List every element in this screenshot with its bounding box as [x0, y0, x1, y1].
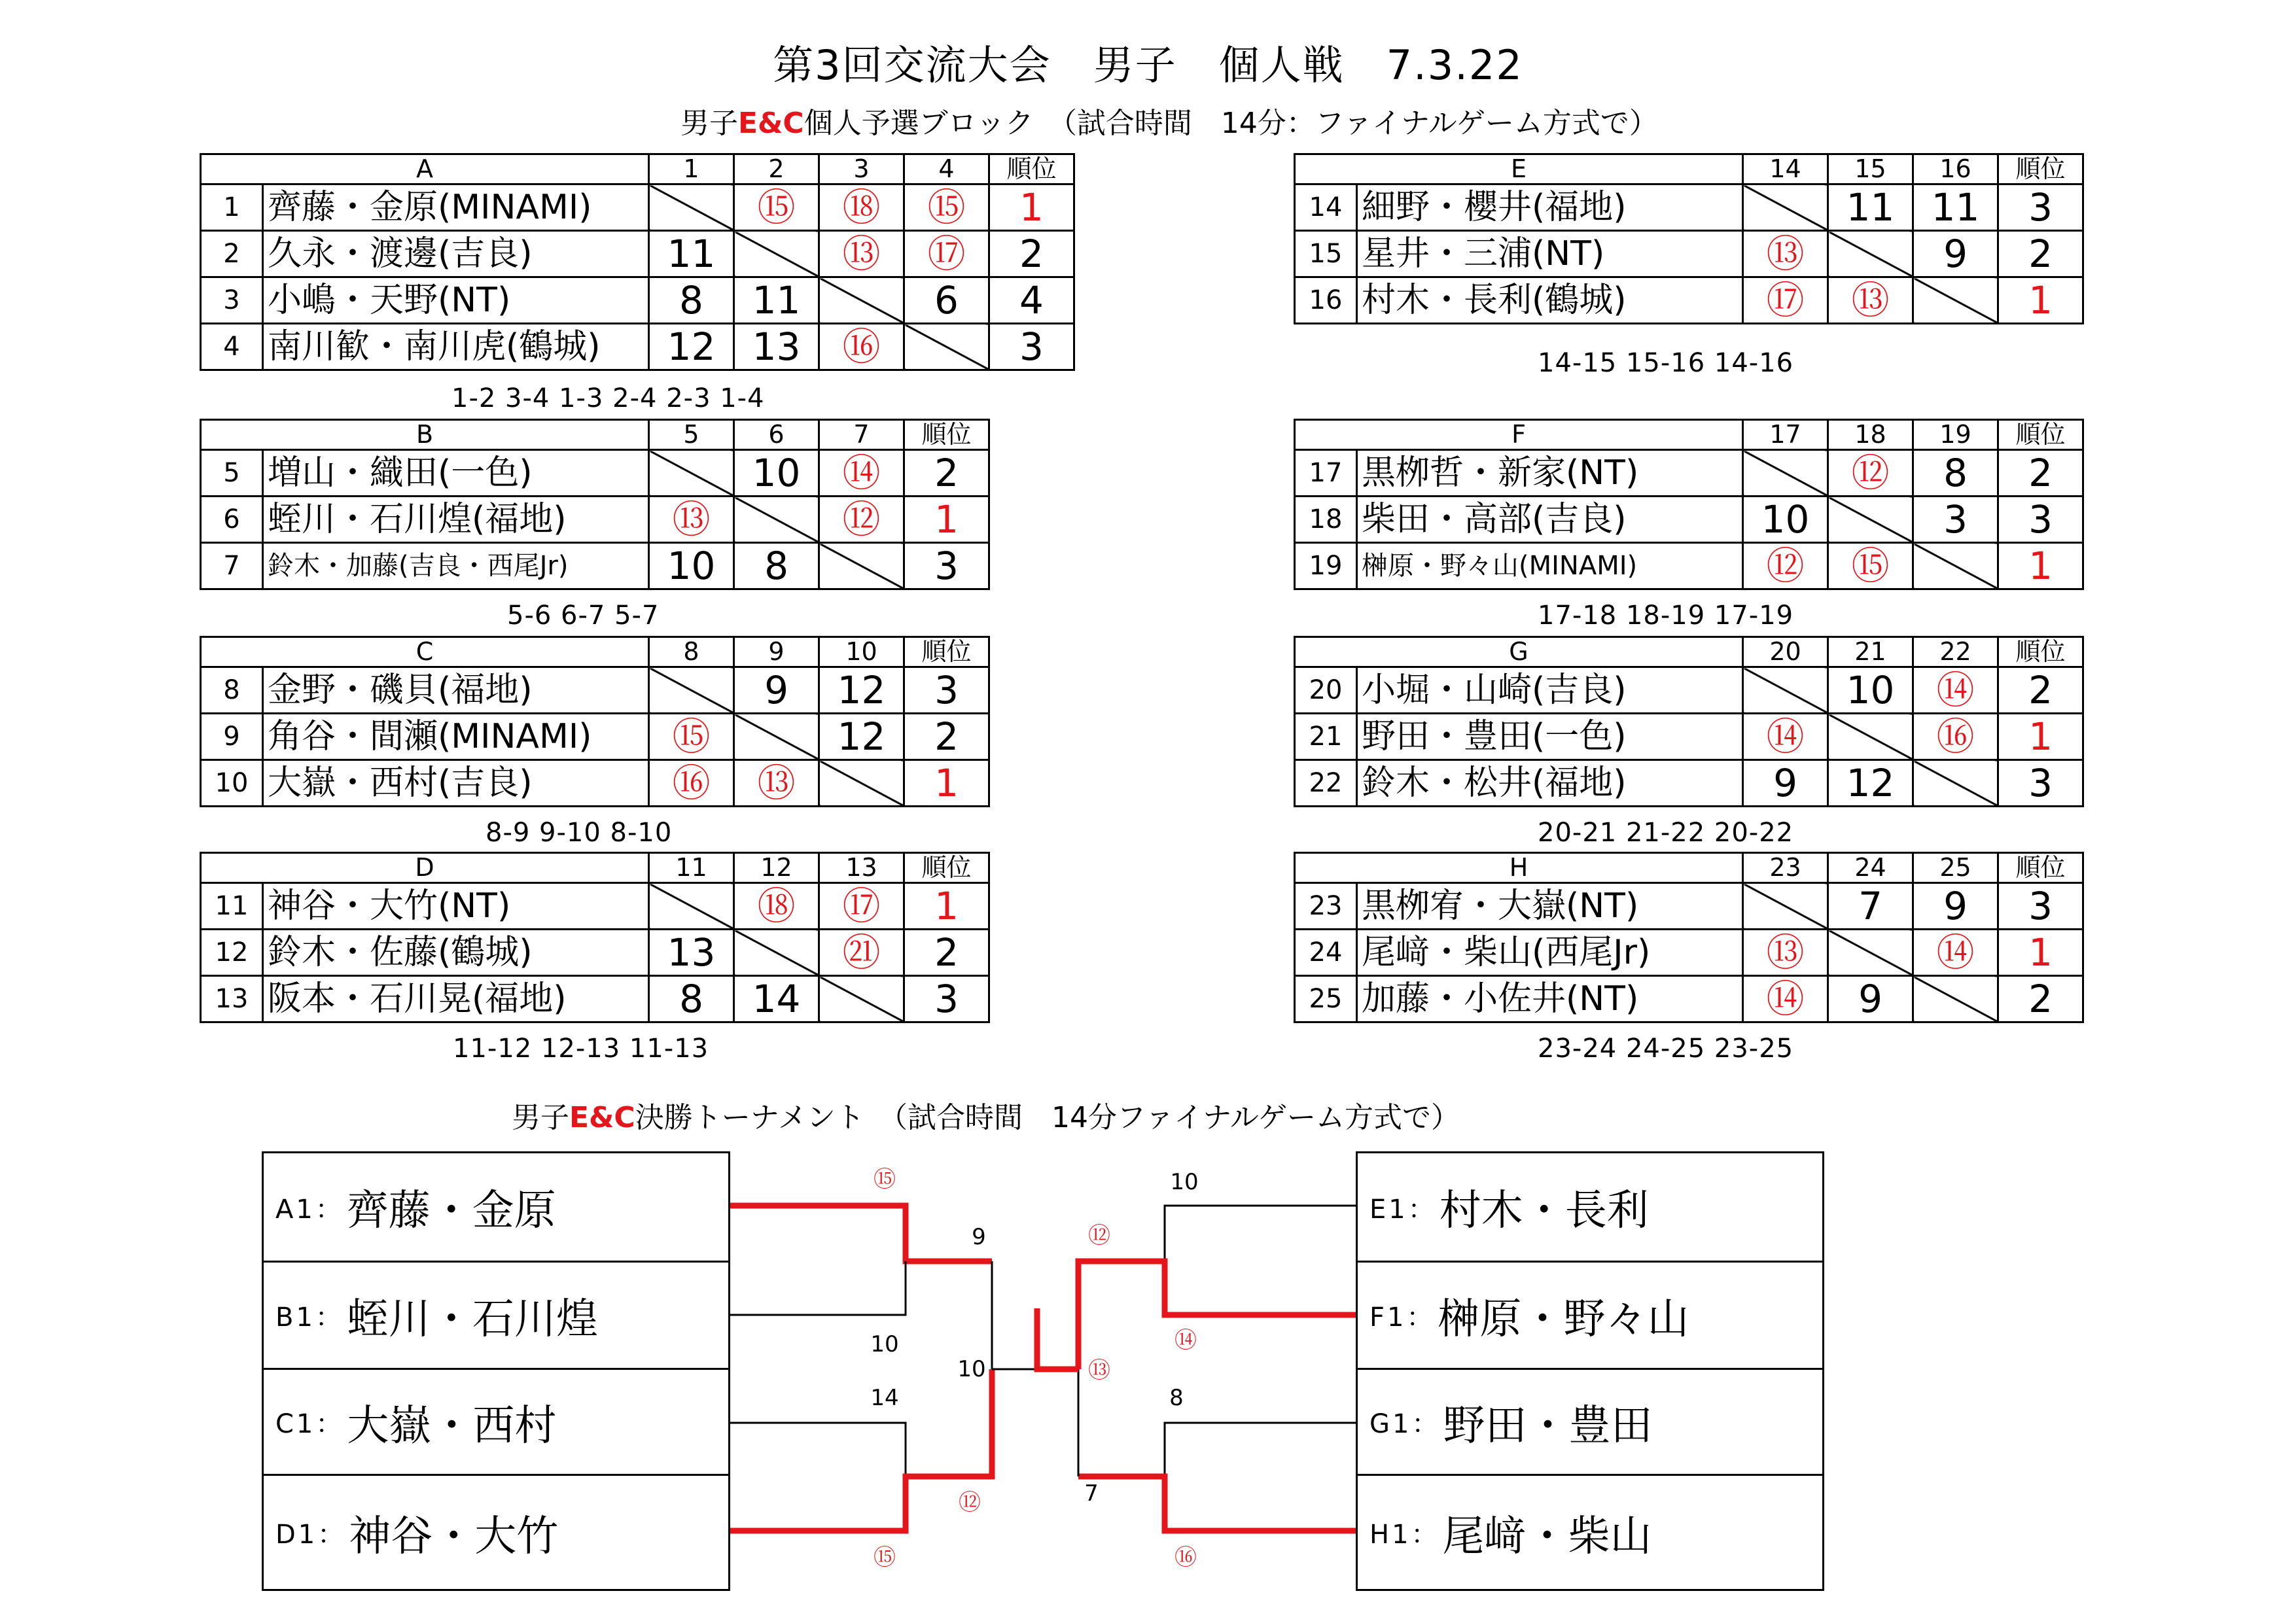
entry-number: 21 [1295, 714, 1357, 760]
score: 9 [1828, 976, 1913, 1022]
score: 12 [819, 667, 904, 714]
rank-header: 順位 [989, 154, 1074, 184]
entry-name: 神谷・大竹 [349, 1512, 559, 1561]
score: 14 [734, 976, 819, 1022]
column-header: 7 [819, 420, 904, 450]
score-win: ⑮ [734, 184, 819, 231]
column-header: 15 [1828, 154, 1913, 184]
rank-value: 1 [989, 184, 1074, 231]
entry-number: 13 [201, 976, 263, 1022]
rank-value: 2 [904, 450, 989, 497]
column-header: 2 [734, 154, 819, 184]
player-names: 阪本・石川晃(福地) [263, 976, 649, 1022]
entry-label: G1： [1369, 1409, 1441, 1439]
score-win: ⑫ [1743, 543, 1828, 589]
rank-value: 1 [1998, 714, 2083, 760]
entry-number: 14 [1295, 184, 1357, 231]
score: 8 [649, 277, 734, 324]
score-ab-top: 9 [972, 1224, 986, 1250]
entry-number: 3 [201, 277, 263, 324]
prelim-heading-highlight: E&C [738, 107, 804, 140]
player-names: 久永・渡邊(吉良) [263, 231, 649, 277]
bracket-line-c1 [730, 1423, 906, 1476]
entry-number: 24 [1295, 930, 1357, 976]
bracket-line-h1 [1078, 1476, 1356, 1531]
player-names: 南川歓・南川虎(鶴城) [263, 324, 649, 370]
rank-header: 順位 [1998, 420, 2083, 450]
rank-value: 1 [904, 883, 989, 930]
match-order: 17-18 18-19 17-19 [1538, 601, 1794, 631]
score: 10 [649, 543, 734, 589]
score-win: ⑮ [649, 714, 734, 760]
column-header: 12 [734, 853, 819, 883]
entry-label: F1： [1369, 1302, 1436, 1333]
player-names: 増山・織田(一色) [263, 450, 649, 497]
player-names: 金野・磯貝(福地) [263, 667, 649, 714]
rank-value: 3 [1998, 184, 2083, 231]
final-heading-prefix: 男子 [512, 1101, 569, 1134]
entry-number: 19 [1295, 543, 1357, 589]
score-g1: 8 [1169, 1385, 1184, 1411]
score: 12 [1828, 760, 1913, 807]
rank-value: 3 [1998, 883, 2083, 930]
player-names: 加藤・小佐井(NT) [1357, 976, 1743, 1022]
score-win: ⑬ [649, 497, 734, 543]
score: 10 [1743, 497, 1828, 543]
rank-header: 順位 [1998, 154, 2083, 184]
player-names: 星井・三浦(NT) [1357, 231, 1743, 277]
rank-value: 2 [904, 714, 989, 760]
player-names: 角谷・間瀬(MINAMI) [263, 714, 649, 760]
score: 13 [649, 930, 734, 976]
score-left-final: 10 [957, 1356, 986, 1382]
rank-value: 1 [904, 497, 989, 543]
score-win: ⑯ [819, 324, 904, 370]
rank-value: 3 [989, 324, 1074, 370]
column-header: 21 [1828, 637, 1913, 667]
score-win: ⑱ [819, 184, 904, 231]
match-order: 11-12 12-13 11-13 [453, 1034, 709, 1064]
score-ef-top: ⑫ [1088, 1223, 1110, 1249]
rank-value: 2 [1998, 450, 2083, 497]
bracket-line-b1 [730, 1261, 906, 1315]
column-header: 18 [1828, 420, 1913, 450]
bracket-line-g1 [1165, 1423, 1356, 1476]
score: 7 [1828, 883, 1913, 930]
score: 8 [649, 976, 734, 1022]
entry-number: 6 [201, 497, 263, 543]
score-win: ⑬ [1743, 930, 1828, 976]
score-win: ⑰ [1743, 277, 1828, 324]
bracket-line-f1 [1078, 1261, 1356, 1369]
block-name: C [201, 637, 649, 667]
column-header: 25 [1913, 853, 1998, 883]
score-win: ⑮ [904, 184, 989, 231]
player-names: 神谷・大竹(NT) [263, 883, 649, 930]
score-cd-bottom: ⑫ [959, 1490, 981, 1516]
column-header: 24 [1828, 853, 1913, 883]
score: 3 [1913, 497, 1998, 543]
score-win: ㉑ [819, 930, 904, 976]
rank-value: 3 [904, 543, 989, 589]
rank-value: 1 [1998, 543, 2083, 589]
score-win: ⑬ [1828, 277, 1913, 324]
entry-number: 9 [201, 714, 263, 760]
entry-label: A1： [275, 1194, 344, 1225]
final-heading-highlight: E&C [569, 1101, 635, 1134]
player-names: 鈴木・加藤(吉良・西尾Jr) [263, 543, 649, 589]
entry-number: 17 [1295, 450, 1357, 497]
block-name: G [1295, 637, 1743, 667]
entry-number: 2 [201, 231, 263, 277]
player-names: 鈴木・松井(福地) [1357, 760, 1743, 807]
player-names: 黒栁哲・新家(NT) [1357, 450, 1743, 497]
rank-header: 順位 [904, 637, 989, 667]
score: 6 [904, 277, 989, 324]
rank-value: 3 [1998, 760, 2083, 807]
rank-value: 2 [989, 231, 1074, 277]
rank-value: 1 [1998, 277, 2083, 324]
score-win: ⑬ [819, 231, 904, 277]
column-header: 20 [1743, 637, 1828, 667]
rank-value: 3 [1998, 497, 2083, 543]
score: 12 [649, 324, 734, 370]
score-gh-bottom: 7 [1084, 1480, 1099, 1507]
score-win: ⑫ [819, 497, 904, 543]
rank-value: 2 [1998, 231, 2083, 277]
player-names: 齊藤・金原(MINAMI) [263, 184, 649, 231]
entry-number: 7 [201, 543, 263, 589]
prelim-heading-prefix: 男子 [680, 107, 738, 140]
score-win: ⑭ [1913, 667, 1998, 714]
player-names: 大嶽・西村(吉良) [263, 760, 649, 807]
block-name: E [1295, 154, 1743, 184]
entry-number: 15 [1295, 231, 1357, 277]
block-name: A [201, 154, 649, 184]
bracket-line-d1 [730, 1369, 992, 1531]
rank-header: 順位 [904, 853, 989, 883]
block-name: F [1295, 420, 1743, 450]
column-header: 11 [649, 853, 734, 883]
player-names: 野田・豊田(一色) [1357, 714, 1743, 760]
score: 13 [734, 324, 819, 370]
entry-number: 4 [201, 324, 263, 370]
score-win: ⑰ [904, 231, 989, 277]
score-win: ⑰ [819, 883, 904, 930]
score: 10 [1828, 667, 1913, 714]
rank-header: 順位 [1998, 853, 2083, 883]
bracket-line-e1 [1165, 1206, 1356, 1261]
match-order: 20-21 21-22 20-22 [1538, 818, 1794, 848]
entry-number: 8 [201, 667, 263, 714]
column-header: 23 [1743, 853, 1828, 883]
entry-label: H1： [1369, 1520, 1440, 1550]
entry-number: 11 [201, 883, 263, 930]
column-header: 10 [819, 637, 904, 667]
score-win: ⑭ [819, 450, 904, 497]
column-header: 4 [904, 154, 989, 184]
entry-label: B1： [275, 1302, 344, 1333]
entry-name: 齊藤・金原 [346, 1187, 556, 1235]
player-names: 黒栁宥・大嶽(NT) [1357, 883, 1743, 930]
score-right-final: ⑬ [1088, 1357, 1110, 1384]
column-header: 9 [734, 637, 819, 667]
entry-number: 22 [1295, 760, 1357, 807]
block-name: D [201, 853, 649, 883]
rank-value: 1 [1998, 930, 2083, 976]
column-header: 16 [1913, 154, 1998, 184]
entry-name: 榊原・野々山 [1438, 1295, 1689, 1344]
column-header: 3 [819, 154, 904, 184]
player-names: 尾﨑・柴山(西尾Jr) [1357, 930, 1743, 976]
score-c1: 14 [870, 1385, 899, 1411]
score: 8 [734, 543, 819, 589]
score: 9 [1913, 883, 1998, 930]
score: 9 [734, 667, 819, 714]
score-win: ⑭ [1743, 976, 1828, 1022]
player-names: 村木・長利(鶴城) [1357, 277, 1743, 324]
column-header: 13 [819, 853, 904, 883]
match-order: 1-2 3-4 1-3 2-4 2-3 1-4 [451, 383, 765, 413]
match-order: 8-9 9-10 8-10 [486, 818, 673, 848]
score: 8 [1913, 450, 1998, 497]
entry-number: 5 [201, 450, 263, 497]
match-order: 14-15 15-16 14-16 [1538, 348, 1794, 378]
score-win: ⑬ [734, 760, 819, 807]
score: 11 [649, 231, 734, 277]
entry-number: 16 [1295, 277, 1357, 324]
score-win: ⑯ [649, 760, 734, 807]
column-header: 22 [1913, 637, 1998, 667]
bracket-line-right-final [1037, 1308, 1078, 1369]
score: 9 [1913, 231, 1998, 277]
rank-value: 2 [904, 930, 989, 976]
column-header: 14 [1743, 154, 1828, 184]
score: 11 [734, 277, 819, 324]
score-win: ⑬ [1743, 231, 1828, 277]
player-names: 榊原・野々山(MINAMI) [1357, 543, 1743, 589]
entry-number: 23 [1295, 883, 1357, 930]
entry-label: E1： [1369, 1194, 1437, 1225]
score-a1: ⑮ [874, 1166, 896, 1193]
player-names: 鈴木・佐藤(鶴城) [263, 930, 649, 976]
rank-value: 3 [904, 976, 989, 1022]
rank-header: 順位 [904, 420, 989, 450]
column-header: 5 [649, 420, 734, 450]
score-win: ⑱ [734, 883, 819, 930]
rank-value: 2 [1998, 976, 2083, 1022]
rank-value: 3 [904, 667, 989, 714]
column-header: 8 [649, 637, 734, 667]
score-e1: 10 [1170, 1169, 1199, 1195]
match-order: 23-24 24-25 23-25 [1538, 1034, 1794, 1064]
score: 10 [734, 450, 819, 497]
score-win: ⑫ [1828, 450, 1913, 497]
column-header: 17 [1743, 420, 1828, 450]
score-win: ⑭ [1743, 714, 1828, 760]
rank-header: 順位 [1998, 637, 2083, 667]
entry-name: 大嶽・西村 [347, 1401, 557, 1450]
score: 11 [1913, 184, 1998, 231]
rank-value: 2 [1998, 667, 2083, 714]
column-header: 19 [1913, 420, 1998, 450]
entry-number: 18 [1295, 497, 1357, 543]
block-name: H [1295, 853, 1743, 883]
entry-name: 蛭川・石川煌 [346, 1295, 598, 1344]
player-names: 小嶋・天野(NT) [263, 277, 649, 324]
score-win: ⑮ [1828, 543, 1913, 589]
player-names: 細野・櫻井(福地) [1357, 184, 1743, 231]
prelim-heading-suffix: 個人予選ブロック （試合時間 14分：ファイナルゲーム方式で） [804, 107, 1658, 140]
rank-value: 1 [904, 760, 989, 807]
player-names: 小堀・山崎(吉良) [1357, 667, 1743, 714]
entry-name: 野田・豊田 [1443, 1401, 1653, 1450]
entry-name: 尾﨑・柴山 [1442, 1512, 1652, 1561]
entry-number: 20 [1295, 667, 1357, 714]
entry-number: 25 [1295, 976, 1357, 1022]
column-header: 1 [649, 154, 734, 184]
entry-label: D1： [275, 1520, 347, 1550]
score: 12 [819, 714, 904, 760]
entry-number: 12 [201, 930, 263, 976]
block-name: B [201, 420, 649, 450]
column-header: 6 [734, 420, 819, 450]
match-order: 5-6 6-7 5-7 [507, 601, 660, 631]
rank-value: 4 [989, 277, 1074, 324]
entry-number: 10 [201, 760, 263, 807]
page-title: 第3回交流大会 男子 個人戦 7.3.22 [773, 41, 1523, 89]
score-win: ⑯ [1913, 714, 1998, 760]
entry-number: 1 [201, 184, 263, 231]
player-names: 蛭川・石川煌(福地) [263, 497, 649, 543]
score-f1: ⑭ [1174, 1327, 1197, 1353]
score-win: ⑭ [1913, 930, 1998, 976]
score-h1: ⑯ [1174, 1544, 1197, 1571]
final-heading-suffix: 決勝トーナメント （試合時間 14分ファイナルゲーム方式で） [635, 1101, 1460, 1134]
entry-label: C1： [275, 1409, 345, 1439]
score: 9 [1743, 760, 1828, 807]
bracket-line-a1 [730, 1206, 992, 1261]
score-d1: ⑮ [874, 1544, 896, 1571]
score-b1: 10 [870, 1331, 899, 1357]
player-names: 柴田・高部(吉良) [1357, 497, 1743, 543]
score: 11 [1828, 184, 1913, 231]
entry-name: 村木・長利 [1439, 1187, 1649, 1235]
